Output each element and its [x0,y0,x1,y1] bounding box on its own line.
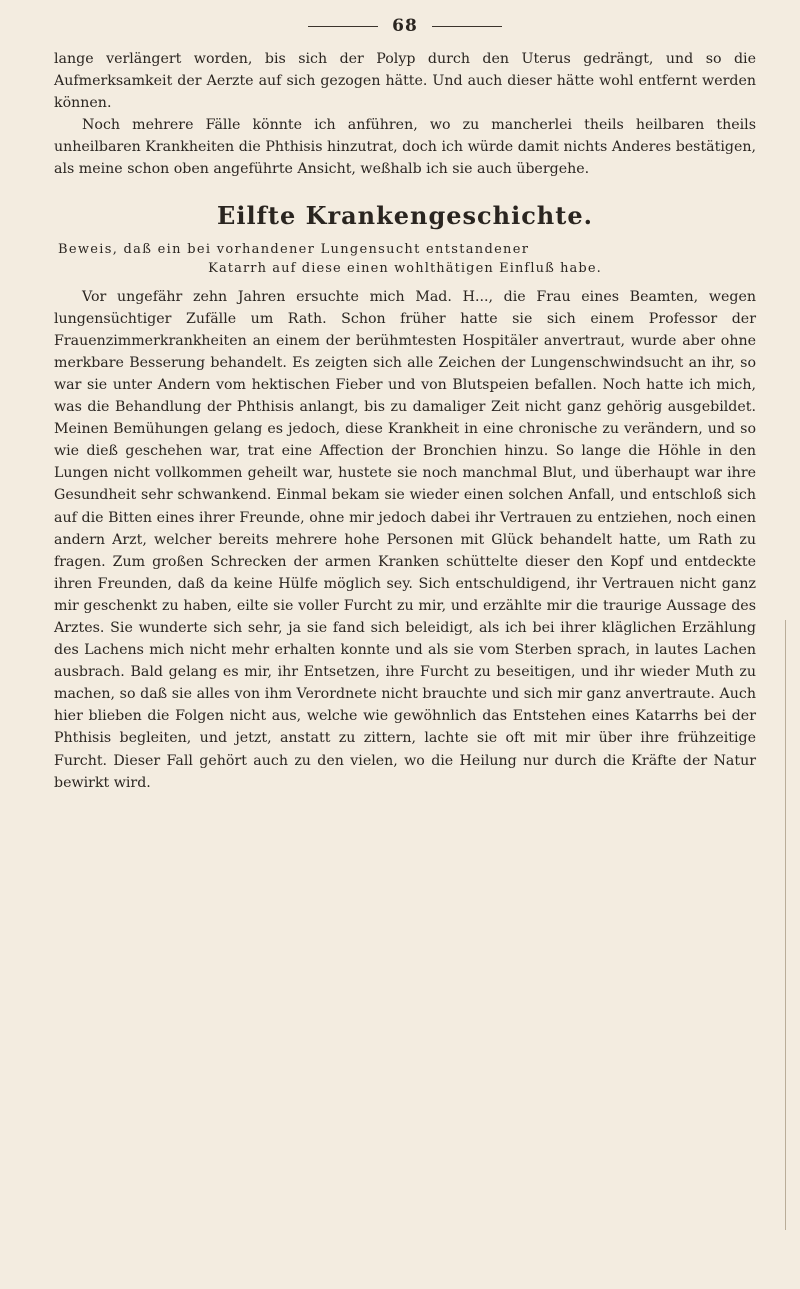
case-history-paragraph: Vor ungefähr zehn Jahren ersuchte mich Mad. H..., die Frau eines Beamten, wegen lungensüchtiger Zufälle um Rath. Schon früher hatte sie sich einem Professor der Frauenzimmerkrankheiten an einem der berühmtesten Hospitäler anvertraut, wurde aber ohne merkbare Besserung behandelt. Es zeigten sich alle Zeichen der Lungenschwindsucht an ihr, so war sie unter Andern vom hektischen Fieber und von Blutspeien befallen. Noch hatte ich mich, was die Behandlung der Phthisis anlangt, bis zu damaliger Zeit nicht ganz gehörig ausgebildet. Meinen Bemühungen gelang es jedoch, diese Krankheit in eine chronische zu verändern, und so wie dieß geschehen war, trat eine Affection der Bronchien hinzu. So lange die Höhle in den Lungen nicht vollkommen geheilt war, hustete sie noch manchmal Blut, und überhaupt war ihre Gesundheit sehr schwankend. Einmal bekam sie wieder einen solchen Anfall, und entschloß sich auf die Bitten eines ihrer Freunde, ohne mir jedoch dabei ihr Vertrauen zu entziehen, noch einen andern Arzt, welcher bereits mehrere hohe Personen mit Glück behandelt hatte, um Rath zu fragen. Zum großen Schrecken der armen Kranken schüttelte dieser den Kopf und entdeckte ihren Freunden, daß da keine Hülfe möglich sey. Sich entschuldigend, ihr Vertrauen nicht ganz mir geschenkt zu haben, eilte sie voller Furcht zu mir, und erzählte mir die traurige Aussage des Arztes. Sie wunderte sich sehr, ja sie fand sich beleidigt, als ich bei ihrer kläglichen Erzählung des Lachens mich nicht mehr erhalten konnte und als sie vom Sterben sprach, in lautes Lachen ausbrach. Bald gelang es mir, ihr Entsetzen, ihre Furcht zu beseitigen, und ihr wieder Muth zu machen, so daß sie alles von ihm Verordnete nicht brauchte und sich mir ganz anvertraute. Auch hier blieben die Folgen nicht aus, welche wie gewöhnlich das Entstehen eines Katarrhs bei der Phthisis begleiten, und jetzt, anstatt zu zittern, lachte sie oft mit mir über ihre frühzeitige Furcht. Dieser Fall gehört auch zu den vielen, wo die Heilung nur durch die Kräfte der Natur bewirkt wird. [54,288,756,791]
chapter-title: Eilfte Krankengeschichte. [217,200,593,230]
page-header [54,14,756,38]
chapter-subtitle [54,240,756,278]
intro-paragraph-2: Noch mehrere Fälle könnte ich anführen, wo zu mancherlei theils heilbaren theils unheilbaren Krankheiten die Phthisis hinzutrat, doch ich würde damit nichts Anderes bestätigen, als meine schon oben angeführte Ansicht, weßhalb ich sie auch übergehe. [54,117,756,178]
header-rule-left [308,26,378,27]
header-rule-right [432,26,502,27]
page-edge-line [785,620,786,1230]
page-number: 68 [392,16,418,36]
chapter-subtitle-line-1: Beweis, daß ein bei vorhandener Lungensucht entstandener [58,241,530,257]
intro-paragraph-1: lange verlängert worden, bis sich der Polyp durch den Uterus gedrängt, und so die Aufmerksamkeit der Aerzte auf sich gezogen hätte. Und auch dieser hätte wohl entfernt werden können. [54,51,756,112]
chapter-subtitle-line-2: Katarrh auf diese einen wohlthätigen Einfluß habe. [208,260,602,276]
